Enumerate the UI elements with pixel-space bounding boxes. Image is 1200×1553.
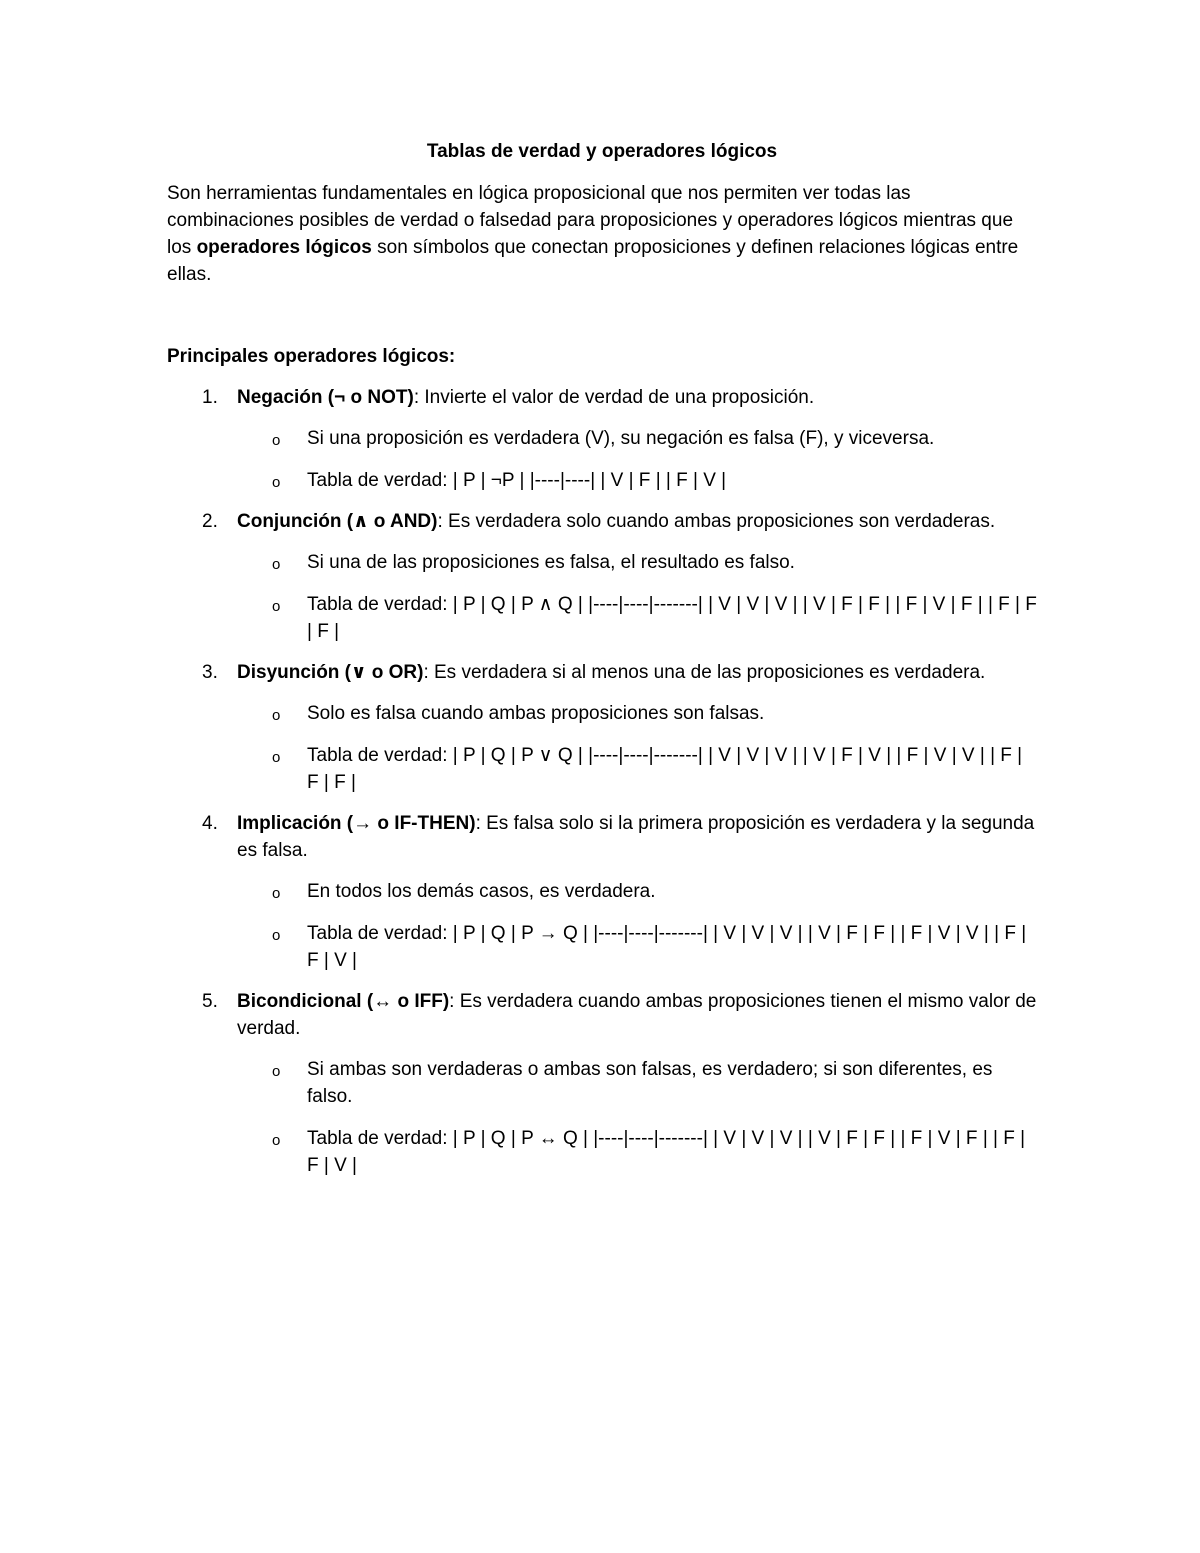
subitem-text: Si una de las proposiciones es falsa, el resultado es falso. [307, 552, 795, 573]
operator-subitems [237, 549, 1037, 645]
operator-number: 4. [202, 813, 218, 834]
circle-bullet-icon: o [272, 1063, 281, 1080]
circle-bullet-icon: o [272, 707, 281, 724]
operator-number: 2. [202, 511, 218, 532]
document-content [167, 138, 1037, 1193]
truth-table-item [237, 591, 1037, 645]
subitem [237, 1056, 1037, 1110]
truth-table-item [237, 467, 1037, 494]
operator-name: Implicación (→ o IF-THEN) [237, 813, 476, 834]
operator-subitems [237, 1056, 1037, 1179]
subitem [237, 878, 1037, 905]
circle-bullet-icon: o [272, 1132, 281, 1149]
circle-bullet-icon: o [272, 927, 281, 944]
document-title: Tablas de verdad y operadores lógicos [426, 141, 778, 162]
truth-table-text: Tabla de verdad: | P | Q | P ↔ Q | |----|----|-------| | V | V | V | | V | F | F | | F | V | F | | F | F | V | [307, 1128, 1026, 1176]
circle-bullet-icon: o [272, 474, 281, 491]
operator-item-implicacion [167, 810, 1037, 974]
subitem-text: Solo es falsa cuando ambas proposiciones son falsas. [307, 703, 765, 724]
subitem [237, 425, 1037, 452]
circle-bullet-icon: o [272, 598, 281, 615]
operators-list [167, 384, 1037, 1179]
subitem [237, 700, 1037, 727]
operator-name: Conjunción (∧ o AND) [237, 511, 438, 532]
subitem-text: Si una proposición es verdadera (V), su negación es falsa (F), y viceversa. [307, 428, 935, 449]
operator-name: Negación (¬ o NOT) [237, 387, 414, 408]
operator-number: 5. [202, 991, 218, 1012]
section-heading: Principales operadores lógicos: [167, 346, 456, 367]
operator-item-conjuncion [167, 508, 1037, 645]
operator-item-bicondicional [167, 988, 1037, 1179]
operator-name: Disyunción (∨ o OR) [237, 662, 424, 683]
circle-bullet-icon: o [272, 749, 281, 766]
circle-bullet-icon: o [272, 885, 281, 902]
subitem [237, 549, 1037, 576]
operator-number: 1. [202, 387, 218, 408]
subitem-text: Si ambas son verdaderas o ambas son falsas, es verdadero; si son diferentes, es falso. [307, 1059, 993, 1107]
operator-subitems [237, 700, 1037, 796]
intro-text-end: son símbolos que conectan proposiciones y definen relaciones lógicas entre ellas. [167, 237, 1019, 285]
truth-table-item [237, 920, 1037, 974]
operator-item-negacion [167, 384, 1037, 494]
truth-table-item [237, 1125, 1037, 1179]
truth-table-text: Tabla de verdad: | P | Q | P ∨ Q | |----|----|-------| | V | V | V | | V | F | V | | F | V | V | | F | F | F | [307, 745, 1023, 793]
operator-description: : Es verdadera si al menos una de las proposiciones es verdadera. [423, 662, 986, 683]
circle-bullet-icon: o [272, 432, 281, 449]
intro-paragraph [167, 180, 1037, 288]
truth-table-item [237, 742, 1037, 796]
operator-number: 3. [202, 662, 218, 683]
operator-description: : Invierte el valor de verdad de una proposición. [413, 387, 815, 408]
truth-table-text: Tabla de verdad: | P | Q | P → Q | |----|----|-------| | V | V | V | | V | F | F | | F | V | V | | F | F | V | [307, 923, 1027, 971]
operator-description: : Es falsa solo si la primera proposición es verdadera y la segunda es falsa. [237, 813, 1035, 861]
operator-item-disyuncion [167, 659, 1037, 796]
circle-bullet-icon: o [272, 556, 281, 573]
operator-name: Bicondicional (↔ o IFF) [237, 991, 450, 1012]
operator-description: : Es verdadera solo cuando ambas proposiciones son verdaderas. [437, 511, 996, 532]
truth-table-text: Tabla de verdad: | P | ¬P | |----|----| | V | F | | F | V | [307, 470, 727, 491]
subitem-text: En todos los demás casos, es verdadera. [307, 881, 656, 902]
operator-description: : Es verdadera cuando ambas proposiciones tienen el mismo valor de verdad. [237, 991, 1037, 1039]
truth-table-text: Tabla de verdad: | P | Q | P ∧ Q | |----|----|-------| | V | V | V | | V | F | F | | F | V | F | | F | F | F | [307, 594, 1037, 642]
operator-subitems [237, 878, 1037, 974]
intro-text-start: Son herramientas fundamentales en lógica proposicional que nos permiten ver todas las combinaciones posibles de verdad o falsedad para proposiciones y operadores lógicos mientras que los [167, 183, 1014, 258]
intro-bold-term: operadores lógicos [196, 237, 372, 258]
operator-subitems [237, 425, 1037, 494]
